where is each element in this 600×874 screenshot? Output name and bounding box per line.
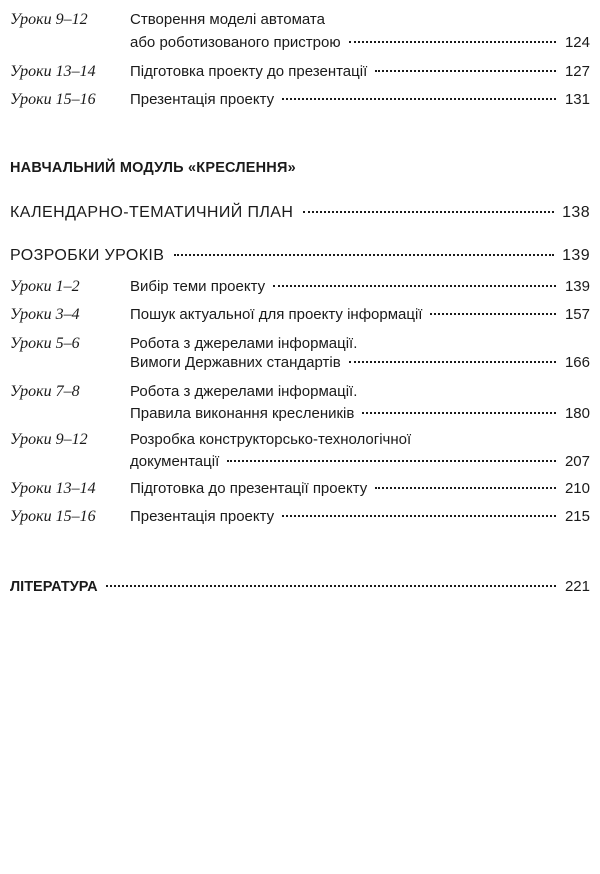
lesson-label: Уроки 15–16 xyxy=(10,508,96,525)
entry-title-line2: документації xyxy=(130,453,220,470)
page-number: 138 xyxy=(562,204,590,221)
dot-leader xyxy=(273,285,556,287)
page-number: 166 xyxy=(564,354,590,371)
entry-title: Підготовка до презентації проекту xyxy=(130,480,368,497)
dot-leader xyxy=(430,313,556,315)
dot-leader xyxy=(349,361,556,363)
dot-leader xyxy=(282,515,556,517)
entry-title-line2: або роботизованого пристрою xyxy=(130,34,341,51)
entry-title-line1: Розробка конструкторсько-технологічної xyxy=(130,431,412,448)
page-number: 210 xyxy=(564,480,590,497)
lesson-label: Уроки 13–14 xyxy=(10,480,96,497)
dot-leader xyxy=(174,254,554,256)
dot-leader xyxy=(375,70,556,72)
page-number: 157 xyxy=(564,306,590,323)
dot-leader xyxy=(349,41,556,43)
dot-leader xyxy=(303,211,554,213)
entry-title: ЛІТЕРАТУРА xyxy=(10,579,98,595)
lesson-label: Уроки 15–16 xyxy=(10,91,96,108)
dot-leader xyxy=(227,460,556,462)
lesson-label: Уроки 7–8 xyxy=(10,383,80,400)
lesson-label: Уроки 9–12 xyxy=(10,11,88,28)
toc-entry-literature[interactable] xyxy=(10,578,590,595)
page-number: 207 xyxy=(564,453,590,470)
entry-title: Підготовка проекту до презентації xyxy=(130,63,368,80)
dot-leader xyxy=(106,585,556,587)
entry-title: Пошук актуальної для проекту інформації xyxy=(130,306,423,323)
page-number: 215 xyxy=(564,508,590,525)
lesson-label: Уроки 3–4 xyxy=(10,306,80,323)
toc-entry-calendar-plan[interactable] xyxy=(10,204,590,222)
entry-title-line1: Робота з джерелами інформації. xyxy=(130,335,358,352)
lesson-label: Уроки 13–14 xyxy=(10,63,96,80)
entry-title-line1: Робота з джерелами інформації. xyxy=(130,383,358,400)
dot-leader xyxy=(282,98,556,100)
entry-title-line2: Вимоги Державних стандартів xyxy=(130,354,341,371)
entry-title: Вибір теми проекту xyxy=(130,278,266,295)
lesson-label: Уроки 9–12 xyxy=(10,431,88,448)
lesson-label: Уроки 1–2 xyxy=(10,278,80,295)
dot-leader xyxy=(362,412,556,414)
entry-title: КАЛЕНДАРНО-ТЕМАТИЧНИЙ ПЛАН xyxy=(10,204,294,221)
page-number: 139 xyxy=(564,278,590,295)
entry-title: Презентація проекту xyxy=(130,91,275,108)
entry-title: РОЗРОБКИ УРОКІВ xyxy=(10,247,165,264)
page-number: 221 xyxy=(564,578,590,595)
entry-title: Презентація проекту xyxy=(130,508,275,525)
toc-entry-lesson-plans[interactable] xyxy=(10,247,590,265)
module-heading: НАВЧАЛЬНИЙ МОДУЛЬ «КРЕСЛЕННЯ» xyxy=(10,160,296,176)
dot-leader xyxy=(375,487,556,489)
page-number: 139 xyxy=(562,247,590,264)
page-number: 180 xyxy=(564,405,590,422)
lesson-label: Уроки 5–6 xyxy=(10,335,80,352)
page-number: 131 xyxy=(564,91,590,108)
page-number: 124 xyxy=(564,34,590,51)
entry-title-line2: Правила виконання креслеників xyxy=(130,405,355,422)
entry-title-line1: Створення моделі автомата xyxy=(130,11,325,28)
page-number: 127 xyxy=(564,63,590,80)
